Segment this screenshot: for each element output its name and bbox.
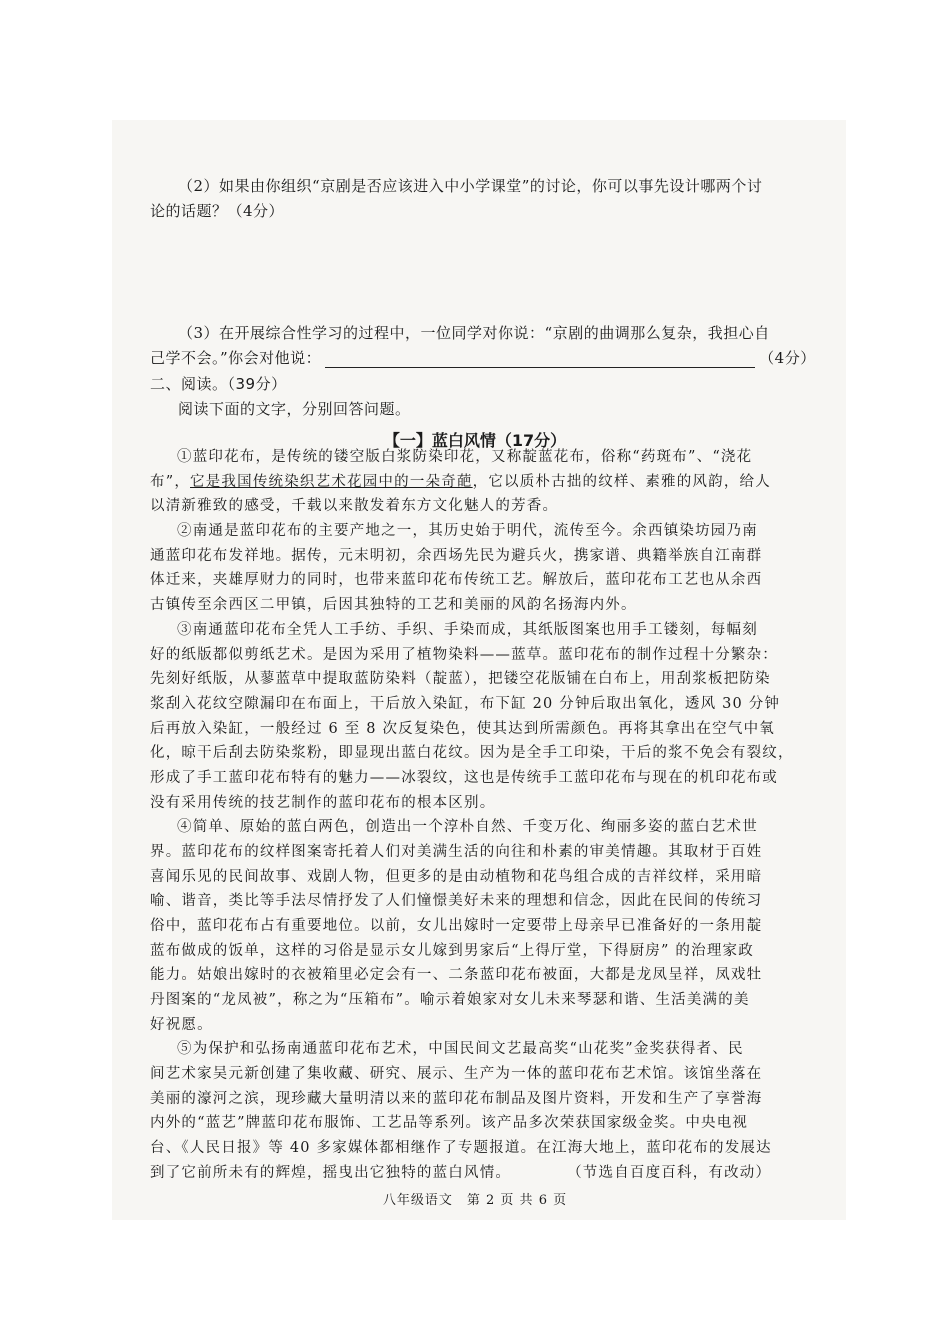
passage-line: 台、《人民日报》等 40 多家媒体都相继作了专题报道。在江海大地上，蓝印花布的发展达 — [150, 1140, 772, 1156]
passage-line: 化，晾干后刮去防染浆粉，即显现出蓝白花纹。因为是全手工印染，干后的浆不免会有裂纹， — [150, 745, 794, 761]
passage-line: 喜闻乐见的民间故事、戏剧人物，但更多的是由动植物和花鸟组合成的吉祥纹样，采用暗 — [150, 869, 763, 885]
passage-line: 好的纸版都似剪纸艺术。是因为采用了植物染料——蓝草。蓝印花布的制作过程十分繁杂： — [150, 647, 778, 663]
passage-line: 界。蓝印花布的纹样图案寄托着人们对美满生活的向往和朴素的审美情趣。其取材于百姓 — [150, 844, 763, 860]
passage-line: 好祝愿。 — [150, 1017, 213, 1033]
section-2-heading: 二、阅读。（39分） — [150, 375, 287, 393]
passage-line: 浆刮入花纹空隙漏印在布面上，干后放入染缸，布下缸 20 分钟后取出氧化，透风 30 分钟 — [150, 696, 781, 712]
passage-line: ④简单、原始的蓝白两色，创造出一个淳朴自然、千变万化、绚丽多姿的蓝白艺术世 — [177, 819, 758, 835]
passage-line: 丹图案的“龙凤被”，称之为“压箱布”。喻示着娘家对女儿未来琴瑟和谐、生活美满的美 — [150, 992, 750, 1008]
reading-instruction: 阅读下面的文字，分别回答问题。 — [178, 400, 411, 418]
source-note: （节选自百度百科，有改动） — [567, 1165, 772, 1181]
passage-line: ⑤为保护和弘扬南通蓝印花布艺术，中国民间文艺最高奖“山花奖”金奖获得者、民 — [177, 1041, 744, 1057]
question-3-line-1: （3）在开展综合性学习的过程中，一位同学对你说：“京剧的曲调那么复杂，我担心自 — [178, 324, 770, 342]
passage-line: 俗中，蓝印花布占有重要地位。以前，女儿出嫁时一定要带上母亲早已准备好的一条用靛 — [150, 918, 763, 934]
question-2-line-2: 论的话题？（4分） — [150, 202, 285, 220]
passage-line: 能力。姑娘出嫁时的衣被箱里必定会有一、二条蓝印花布被面，大都是龙凤呈祥，凤戏牡 — [150, 967, 763, 983]
passage-title: 【一】蓝白风情（17分） — [383, 431, 567, 450]
passage-line: 没有采用传统的技艺制作的蓝印花布的根本区别。 — [150, 795, 496, 811]
passage-line: 以清新雅致的感受，千载以来散发着东方文化魅人的芳香。 — [150, 498, 559, 514]
passage-line: 喻、谐音，类比等手法尽情抒发了人们憧憬美好未来的理想和信念，因此在民间的传统习 — [150, 893, 763, 909]
passage-line: 古镇传至余西区二甲镇，后因其独特的工艺和美丽的风韵名扬海内外。 — [150, 597, 637, 613]
passage-text: 布”， — [150, 474, 191, 490]
passage-text: 到了它前所未有的辉煌，摇曳出它独特的蓝白风情。 — [150, 1165, 512, 1181]
passage-line: 形成了手工蓝印花布特有的魅力——冰裂纹，这也是传统手工蓝印花布与现在的机印花布或 — [150, 770, 778, 786]
passage-line: 通蓝印花布发祥地。据传，元末明初，余西场先民为避兵火，携家谱、典籍举族自江南群 — [150, 548, 763, 564]
passage-line: 间艺术家吴元新创建了集收藏、研究、展示、生产为一体的蓝印花布艺术馆。该馆坐落在 — [150, 1066, 763, 1082]
page-footer: 八年级语文 第 2 页 共 6 页 — [382, 1193, 568, 1208]
passage-line — [150, 472, 771, 492]
question-3-line-2 — [150, 348, 816, 368]
question-2-line-1: （2）如果由你组织“京剧是否应该进入中小学课堂”的讨论，你可以事先设计哪两个讨 — [178, 177, 763, 195]
passage-line: 美丽的濠河之滨，现珍藏大量明清以来的蓝印花布制品及图片资料，开发和生产了享誉海 — [150, 1091, 763, 1107]
passage-line: ③南通蓝印花布全凭人工手纺、手织、手染而成，其纸版图案也用手工镂刻，每幅刻 — [177, 622, 758, 638]
passage-line: 先刻好纸版，从蓼蓝草中提取蓝防染料（靛蓝），把镂空花版铺在白布上，用刮浆板把防染 — [150, 671, 771, 687]
passage-line: 内外的“蓝艺”牌蓝印花布服饰、工艺品等系列。该产品多次荣获国家级金奖。中央电视 — [150, 1115, 749, 1131]
answer-blank[interactable] — [325, 353, 755, 368]
underlined-sentence: 它是我国传统染织艺术花园中的一朵奇葩 — [190, 474, 473, 490]
question-3-points: （4分） — [759, 349, 816, 367]
passage-line: 蓝布做成的饭单，这样的习俗是显示女儿嫁到男家后“上得厅堂，下得厨房” 的治理家政 — [150, 943, 754, 959]
passage-line: ①蓝印花布，是传统的镂空版白浆防染印花，又称靛蓝花布，俗称“药斑布”、“浇花 — [177, 449, 753, 465]
passage-line: ②南通是蓝印花布的主要产地之一，其历史始于明代，流传至今。余西镇染坊园乃南 — [177, 523, 758, 539]
passage-line — [150, 1163, 771, 1183]
question-3-prompt: 己学不会。”你会对他说： — [150, 349, 322, 367]
passage-line: 后再放入染缸，一般经过 6 至 8 次反复染色，使其达到所需颜色。再将其拿出在空气中氧 — [150, 721, 775, 737]
passage-line: 体迁来，夹雄厚财力的同时，也带来蓝印花布传统工艺。解放后，蓝印花布工艺也从余西 — [150, 572, 763, 588]
passage-text: ，它以质朴古拙的纹样、素雅的风韵，给人 — [472, 474, 771, 490]
